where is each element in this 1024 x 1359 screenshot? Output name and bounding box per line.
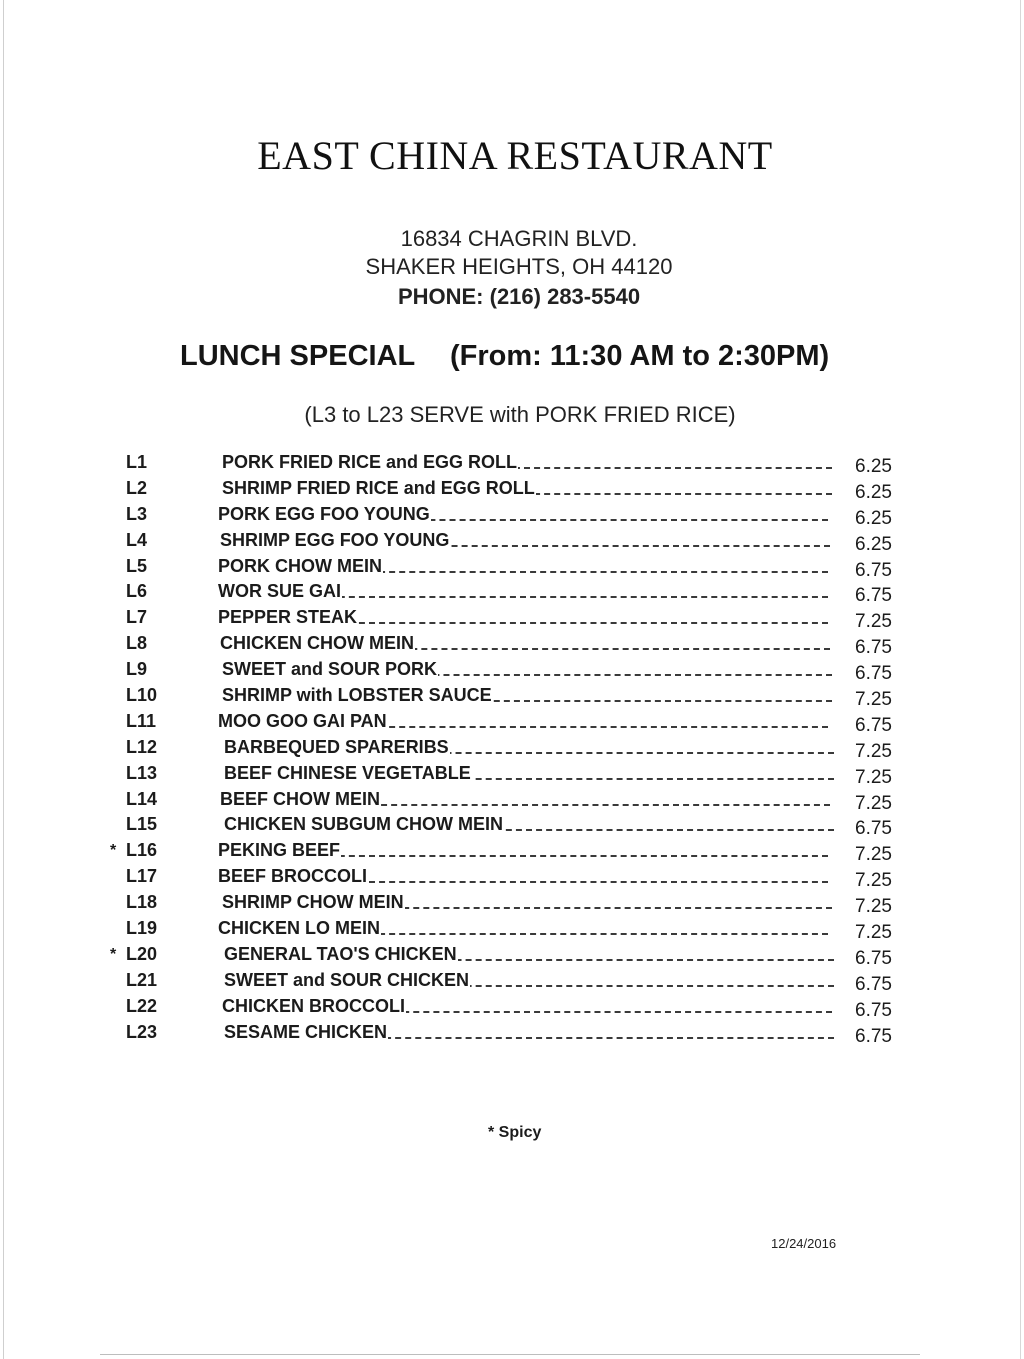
item-leader-line	[224, 763, 834, 784]
spicy-marker: *	[110, 842, 117, 860]
item-price: 6.75	[855, 818, 892, 840]
item-leader-line	[218, 711, 828, 732]
item-code: L17	[126, 866, 158, 887]
item-price: 7.25	[855, 792, 892, 814]
menu-item	[0, 735, 1024, 761]
item-leader-line	[218, 866, 828, 887]
item-code: L11	[126, 710, 157, 731]
print-date: 12/24/2016	[771, 1236, 837, 1251]
item-leader-line	[224, 1022, 834, 1043]
item-price: 6.75	[855, 585, 892, 607]
menu-item	[0, 787, 1024, 813]
item-code: L3	[126, 503, 148, 524]
item-name: MOO GOO GAI PAN	[218, 710, 387, 731]
item-code: L15	[126, 814, 158, 835]
serving-note: (L3 to L23 SERVE with PORK FRIED RICE)	[304, 402, 736, 427]
item-price: 7.25	[855, 611, 892, 633]
item-price: 7.25	[855, 896, 892, 918]
item-name: SESAME CHICKEN	[224, 1021, 388, 1042]
item-price: 7.25	[855, 870, 892, 892]
item-leader-line	[218, 556, 828, 577]
menu-item	[0, 942, 1024, 968]
menu-item	[0, 605, 1024, 631]
menu-item	[0, 554, 1024, 580]
item-price: 7.25	[855, 844, 892, 866]
spicy-marker: *	[110, 945, 117, 963]
item-name: BEEF BROCCOLI	[218, 866, 368, 887]
item-price: 6.25	[855, 456, 892, 477]
item-price: 7.25	[855, 922, 892, 944]
item-price: 6.25	[855, 481, 892, 503]
item-leader-line	[222, 478, 832, 499]
item-price: 7.25	[855, 740, 892, 762]
item-leader-line	[218, 918, 828, 939]
item-code: L8	[126, 633, 148, 654]
item-price: 6.75	[855, 637, 892, 659]
item-price: 6.75	[855, 999, 892, 1021]
item-name: PEPPER STEAK	[218, 607, 358, 628]
item-code: L21	[126, 969, 158, 990]
item-name: CHICKEN SUBGUM CHOW MEIN	[224, 814, 503, 835]
menu-item	[0, 502, 1024, 528]
item-code: L23	[126, 1021, 158, 1042]
phone-number: PHONE: (216) 283-5540	[397, 284, 641, 309]
item-price: 6.75	[855, 1025, 892, 1047]
item-name: BEEF CHOW MEIN	[220, 788, 380, 809]
item-leader-line	[222, 659, 832, 680]
item-code: L16	[126, 840, 158, 861]
menu-item	[0, 838, 1024, 864]
item-code: L12	[126, 736, 158, 757]
item-code: L13	[126, 762, 158, 783]
item-price: 6.75	[855, 663, 892, 685]
menu-item	[0, 968, 1024, 994]
menu-item	[0, 683, 1024, 709]
item-leader-line	[222, 892, 832, 913]
item-leader-line	[218, 607, 828, 628]
menu-item	[0, 450, 1024, 476]
item-name: BEEF CHINESE VEGETABLE	[224, 762, 471, 783]
item-price: 7.25	[855, 689, 892, 711]
item-name: PEKING BEEF	[218, 840, 341, 861]
item-name: SHRIMP FRIED RICE and EGG ROLL	[222, 477, 535, 498]
menu-item	[0, 579, 1024, 605]
address-city: SHAKER HEIGHTS, OH 44120	[365, 254, 673, 279]
item-name: SWEET and SOUR CHICKEN	[224, 969, 470, 990]
item-leader-line	[220, 530, 830, 551]
item-name: CHICKEN CHOW MEIN	[220, 633, 414, 654]
item-leader-line	[222, 452, 832, 473]
item-leader-line	[224, 944, 834, 965]
item-code: L14	[126, 788, 158, 809]
item-code: L7	[126, 607, 148, 628]
item-code: L1	[126, 452, 148, 472]
menu-item	[0, 916, 1024, 942]
item-price: 6.75	[855, 973, 892, 995]
item-name: GENERAL TAO'S CHICKEN	[224, 943, 457, 964]
item-leader-line	[218, 581, 828, 602]
item-leader-line	[222, 685, 832, 706]
item-name: WOR SUE GAI	[218, 581, 342, 602]
item-name: PORK CHOW MEIN	[218, 555, 382, 576]
item-price: 6.75	[855, 714, 892, 736]
item-leader-line	[220, 789, 830, 810]
item-price: 7.25	[855, 766, 892, 788]
item-name: SHRIMP with LOBSTER SAUCE	[222, 685, 492, 706]
menu-item	[0, 631, 1024, 657]
spicy-footnote: * Spicy	[488, 1124, 542, 1141]
item-name: SHRIMP EGG FOO YOUNG	[220, 529, 450, 550]
menu-item	[0, 709, 1024, 735]
item-leader-line	[222, 996, 832, 1017]
item-name: CHICKEN LO MEIN	[218, 918, 380, 939]
menu-item	[0, 1020, 1024, 1046]
item-code: L5	[126, 555, 148, 576]
item-price: 6.75	[855, 559, 892, 581]
item-name: SHRIMP CHOW MEIN	[222, 892, 404, 913]
menu-item	[0, 657, 1024, 683]
lunch-hours: (From: 11:30 AM to 2:30PM)	[450, 340, 830, 372]
menu-item	[0, 890, 1024, 916]
item-code: L4	[126, 529, 148, 550]
item-code: L22	[126, 995, 158, 1016]
item-name: SWEET and SOUR PORK	[222, 659, 438, 680]
item-leader-line	[224, 737, 834, 758]
item-leader-line	[224, 970, 834, 991]
menu-item	[0, 528, 1024, 554]
item-price: 6.25	[855, 533, 892, 555]
lunch-special-heading: LUNCH SPECIAL	[180, 340, 416, 372]
item-code: L20	[126, 943, 158, 964]
item-code: L18	[126, 892, 158, 913]
item-price: 6.25	[855, 507, 892, 529]
item-code: L10	[126, 685, 158, 706]
menu-list	[0, 450, 1024, 1045]
item-code: L9	[126, 659, 148, 680]
scan-edge-bottom	[100, 1354, 920, 1355]
item-leader-line	[218, 504, 828, 525]
menu-item	[0, 761, 1024, 787]
item-code: L6	[126, 581, 148, 602]
item-code: L19	[126, 918, 158, 939]
item-code: L2	[126, 477, 148, 498]
restaurant-name: EAST CHINA RESTAURANT	[257, 133, 773, 178]
item-name: BARBEQUED SPARERIBS	[224, 736, 449, 757]
item-leader-line	[220, 633, 830, 654]
item-name: CHICKEN BROCCOLI	[222, 995, 405, 1016]
item-leader-line	[218, 840, 828, 861]
menu-item	[0, 476, 1024, 502]
menu-item	[0, 864, 1024, 890]
item-name: PORK EGG FOO YOUNG	[218, 503, 430, 524]
item-price: 6.75	[855, 947, 892, 969]
address-street: 16834 CHAGRIN BLVD.	[400, 226, 638, 251]
menu-item	[0, 994, 1024, 1020]
item-leader-line	[224, 814, 834, 835]
item-name: PORK FRIED RICE and EGG ROLL	[222, 452, 518, 472]
menu-item	[0, 812, 1024, 838]
